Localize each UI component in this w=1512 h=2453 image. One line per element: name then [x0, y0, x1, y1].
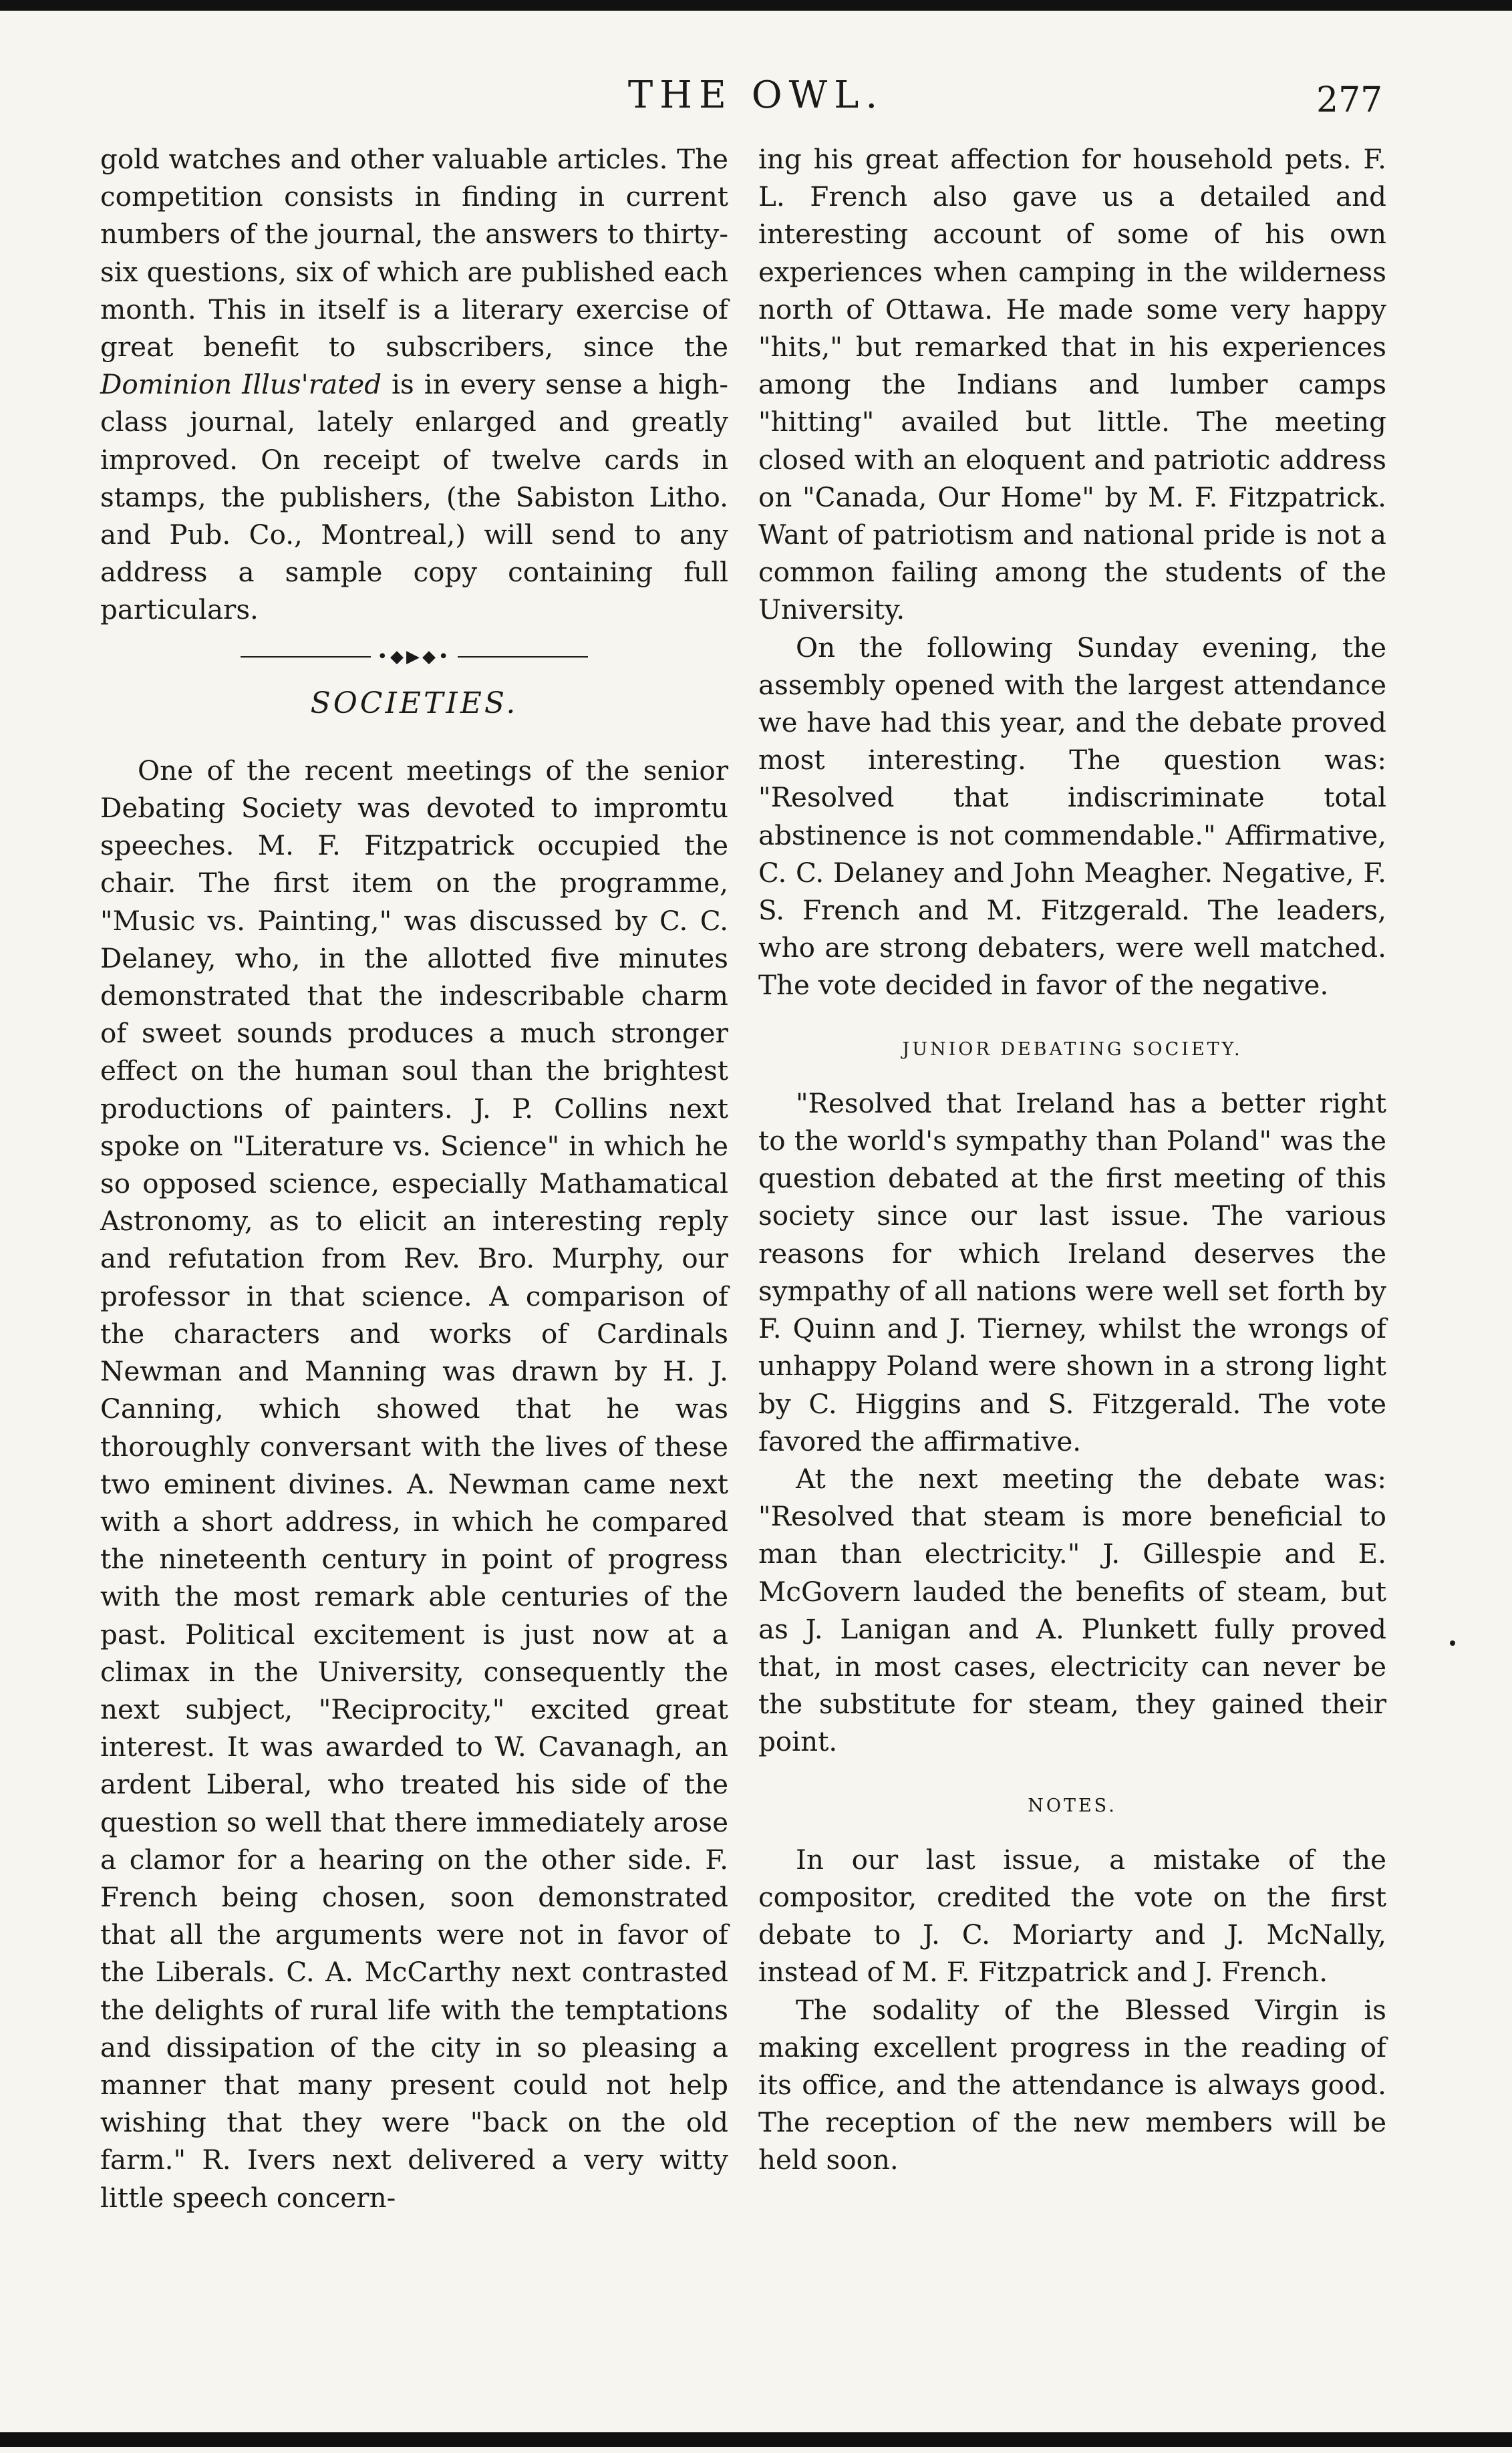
section-heading-societies: SOCIETIES. — [310, 686, 518, 720]
continued-paragraph: ing his great affection for household pets. F. L. French also gave us a detailed and interesting account of some of his own experiences when camping in the wilderness north of Ottawa. He made some very happy "hits," but remarked that in his experiences among the Indians and lumber camps "hitting" availed but little. The meeting closed with an eloquent and patriotic address on "Canada, Our Home" by M. F. Fitzpatrick. Want of patriotism and national pride is not a common failing among the students of the University. — [758, 143, 1386, 626]
page-number: 277 — [1316, 80, 1383, 120]
intro-text-after: is in every sense a high-class journal, lately enlarged and greatly improved. On receipt of twelve cards in stamps, the publishers, (the Sabiston Litho. and Pub. Co., Montreal,) will send to any address a sample copy containing full particulars. — [100, 368, 728, 626]
scan-speck — [1450, 1640, 1455, 1646]
junior-paragraph-ireland: "Resolved that Ireland has a better right to the world's sympathy than Poland" was the question debated at the first meeting of this society since our last issue. The various reasons for which Ireland deserves the sympathy of all nations were well set forth by F. Quinn and J. Tierney, whilst the wrongs of unhappy Poland were shown in a strong light by C. Higgins and S. Fitzgerald. The vote favored the affirmative. — [758, 1087, 1386, 1457]
notes-paragraph-sodality: The sodality of the Blessed Virgin is making excellent progress in the reading of its office, and the attendance is always good. The reception of the new members will be held soon. — [758, 1993, 1386, 2176]
intro-text-before: gold watches and other valuable articles. The competition consists in finding in current numbers of the journal, the answers to thirty-six questions, six of which are published each month. This in itself is a literary exercise of great benefit to subscribers, since the — [100, 143, 728, 364]
notes-paragraph-correction: In our last issue, a mistake of the compositor, credited the vote on the first debate to J. C. Moriarty and J. McNally, instead of M. F. Fitzpatrick and J. French. — [758, 1843, 1386, 1989]
notes-heading: NOTES. — [1028, 1795, 1117, 1816]
scan-bottom-edge — [0, 2432, 1512, 2447]
divider-flourish-icon: •◆▶◆• — [377, 646, 452, 667]
junior-paragraph-steam: At the next meeting the debate was: "Resolved that steam is more beneficial to man than electricity." J. Gillespie and E. McGovern lauded the benefits of steam, but as J. Lanigan and A. Plunkett fully proved that, in most cases, electricity can never be the substitute for steam, they gained their point. — [758, 1462, 1386, 1758]
scan-top-edge — [0, 0, 1512, 11]
section-divider-ornament — [241, 647, 588, 666]
junior-debating-heading: JUNIOR DEBATING SOCIETY. — [902, 1038, 1243, 1060]
sunday-debate-paragraph: On the following Sunday evening, the assembly opened with the largest attendance we have had this year, and the debate proved most interesting. The question was: "Resolved that indiscriminate total abstinence is not commendable." Affirmative, C. C. Delaney and John Meagher. Negative, F. S. French and M. Fitzgerald. The leaders, who are strong debaters, were well matched. The vote decided in favor of the negative. — [758, 631, 1386, 1002]
intro-paragraph — [100, 140, 728, 629]
divider-rule-right — [458, 656, 588, 658]
journal-title-italic: Dominion Illus'rated — [100, 368, 382, 401]
running-header-title: THE OWL. — [627, 74, 885, 117]
divider-rule-left — [241, 656, 371, 658]
societies-paragraph: One of the recent meetings of the senior Debating Society was devoted to impromtu speeches. M. F. Fitzpatrick occupied the chair. The first item on the programme, "Music vs. Painting," was discussed by C. C. Delaney, who, in the allotted five minutes demonstrated that the indescribable charm of sweet sounds produces a much stronger effect on the human soul than the brightest productions of painters. J. P. Collins next spoke on "Literature vs. Science" in which he so opposed science, especially Mathamatical Astronomy, as to elicit an interesting reply and refutation from Rev. Bro. Murphy, our professor in that science. A comparison of the characters and works of Cardinals Newman and Manning was drawn by H. J. Canning, which showed that he was thoroughly conversant with the lives of these two eminent divines. A. Newman came next with a short address, in which he compared the nineteenth century in point of progress with the most remark able centuries of the past. Political excitement is just now at a climax in the University, consequently the next subject, "Reciprocity," excited great interest. It was awarded to W. Cavanagh, an ardent Liberal, who treated his side of the question so well that there immediately arose a clamor for a hearing on the other side. F. French being chosen, soon demonstrated that all the arguments were not in favor of the Liberals. C. A. McCarthy next contrasted the delights of rural life with the temptations and dissipation of the city in so pleasing a manner that many present could not help wishing that they were "back on the old farm." R. Ivers next delivered a very witty little speech concern- — [100, 754, 728, 2214]
right-column — [758, 140, 1386, 2179]
left-column — [100, 140, 728, 2216]
